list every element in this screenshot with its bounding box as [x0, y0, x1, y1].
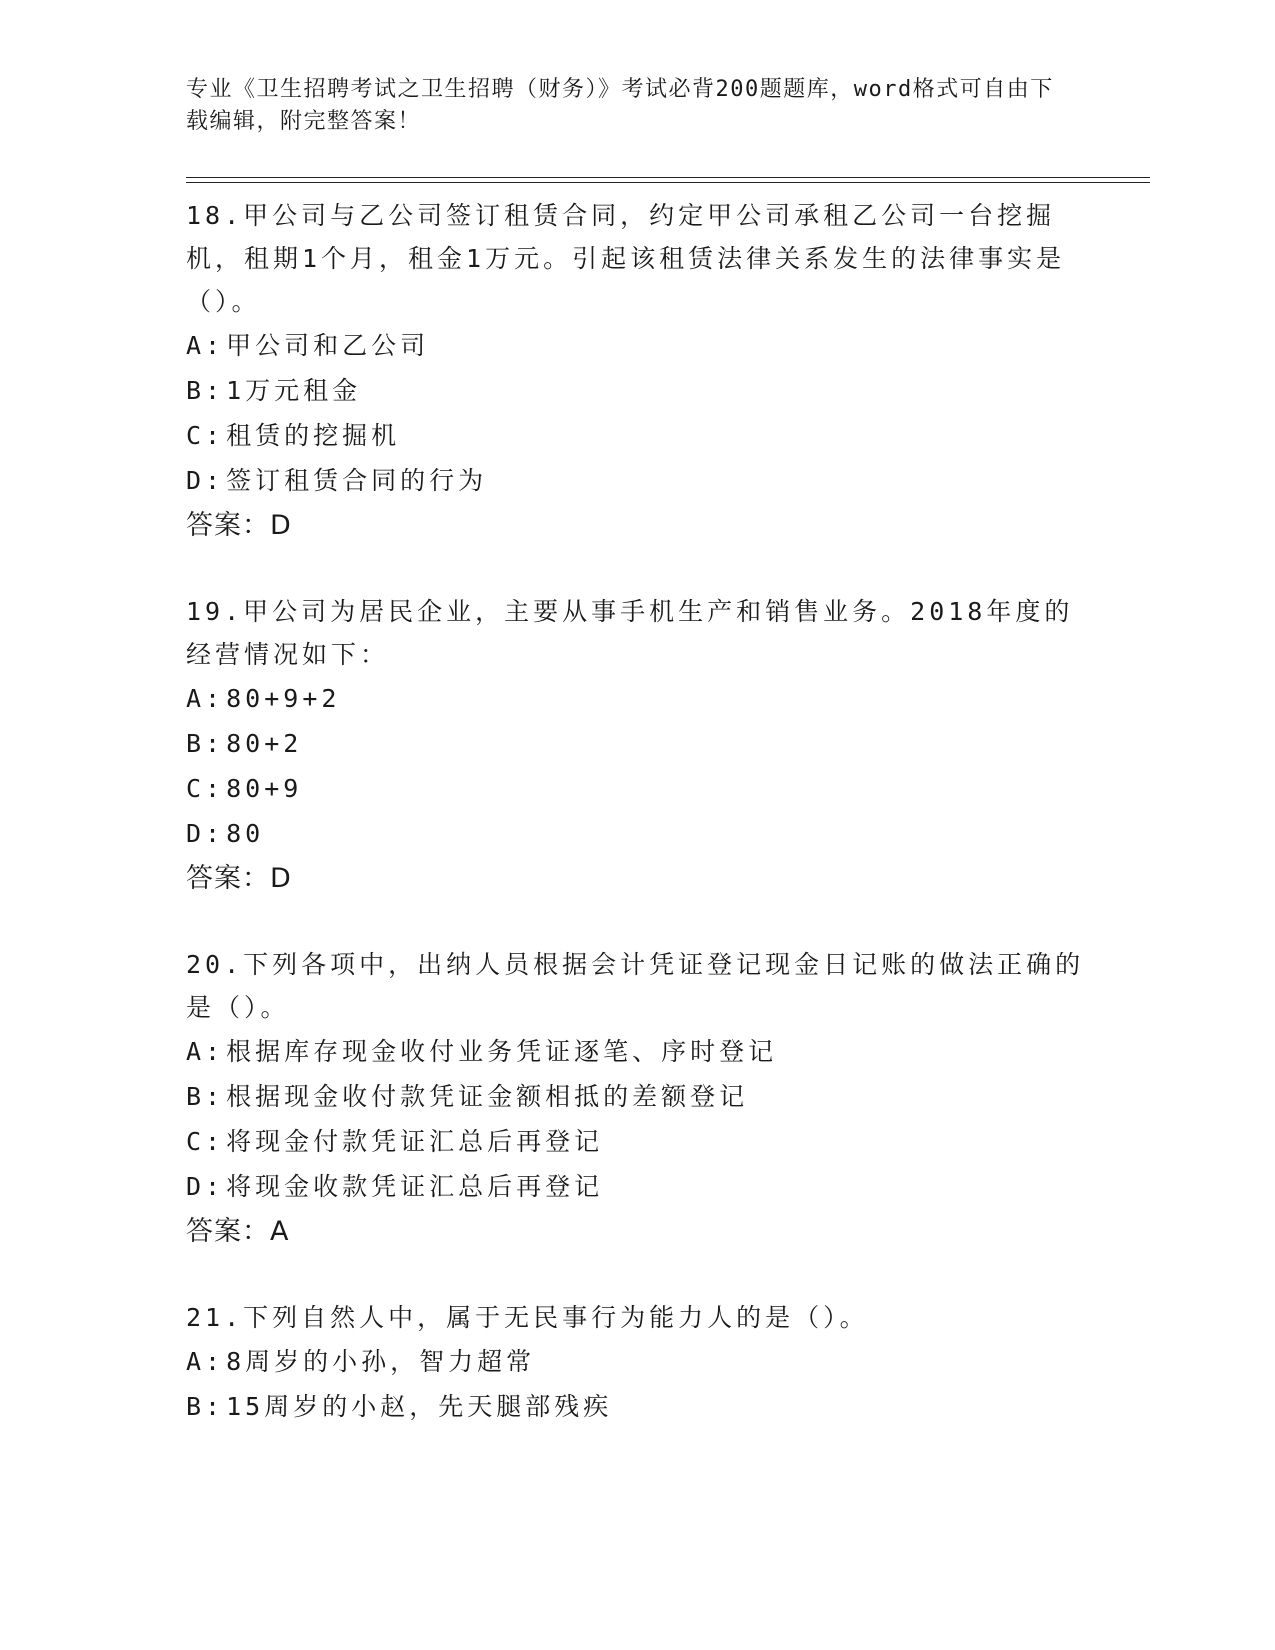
option-c — [186, 1119, 1086, 1164]
option-d — [186, 1164, 1086, 1209]
option-text: 80+9+2 — [226, 684, 341, 713]
option-c — [186, 413, 1086, 458]
option-text: 8周岁的小孙，智力超常 — [226, 1347, 536, 1376]
answer-label: 答案：D — [186, 510, 292, 541]
option-b — [186, 1074, 1086, 1119]
question-stem: 21.下列自然人中，属于无民事行为能力人的是（）。 — [186, 1303, 869, 1332]
option-text: 甲公司和乙公司 — [226, 331, 430, 360]
option-text: 签订租赁合同的行为 — [226, 466, 488, 495]
option-key: B: — [186, 376, 225, 405]
option-a — [186, 323, 1086, 368]
option-d — [186, 811, 1086, 856]
question-stem: 18.甲公司与乙公司签订租赁合同，约定甲公司承租乙公司一台挖掘机，租期1个月，租金1万元。引起该租赁法律关系发生的法律事实是（）。 — [186, 201, 1066, 316]
option-b — [186, 1384, 1086, 1429]
option-b — [186, 368, 1086, 413]
option-a — [186, 1339, 1086, 1384]
question-19 — [186, 590, 1086, 901]
header-rule-top — [186, 177, 1150, 178]
header-rule-bottom — [186, 182, 1150, 183]
option-key: A: — [186, 1037, 225, 1066]
question-stem: 20.下列各项中，出纳人员根据会计凭证登记现金日记账的做法正确的是（）。 — [186, 950, 1085, 1022]
option-text: 将现金付款凭证汇总后再登记 — [226, 1127, 604, 1156]
document-header: 专业《卫生招聘考试之卫生招聘（财务）》考试必背200题题库，word格式可自由下载编辑，附完整答案！ — [186, 77, 1054, 134]
option-d — [186, 458, 1086, 503]
option-text: 根据库存现金收付业务凭证逐笔、序时登记 — [226, 1037, 778, 1066]
option-text: 80 — [226, 819, 265, 848]
option-key: A: — [186, 684, 225, 713]
option-text: 将现金收款凭证汇总后再登记 — [226, 1172, 604, 1201]
option-text: 80+9 — [226, 774, 303, 803]
option-key: A: — [186, 331, 225, 360]
question-stem: 19.甲公司为居民企业，主要从事手机生产和销售业务。2018年度的经营情况如下： — [186, 597, 1074, 669]
question-list — [186, 194, 1086, 1471]
option-text: 根据现金收付款凭证金额相抵的差额登记 — [226, 1082, 749, 1111]
option-key: C: — [186, 421, 225, 450]
option-text: 租赁的挖掘机 — [226, 421, 401, 450]
option-key: C: — [186, 1127, 225, 1156]
option-b — [186, 721, 1086, 766]
answer-label: 答案：D — [186, 863, 292, 894]
option-key: D: — [186, 1172, 225, 1201]
option-key: D: — [186, 819, 225, 848]
option-key: A: — [186, 1347, 225, 1376]
option-text: 15周岁的小赵，先天腿部残疾 — [226, 1392, 613, 1421]
question-21 — [186, 1296, 1086, 1429]
option-a — [186, 1029, 1086, 1074]
option-c — [186, 766, 1086, 811]
option-key: B: — [186, 729, 225, 758]
question-18 — [186, 194, 1086, 548]
option-key: C: — [186, 774, 225, 803]
option-key: D: — [186, 466, 225, 495]
option-a — [186, 676, 1086, 721]
answer-label: 答案：A — [186, 1216, 290, 1247]
option-text: 80+2 — [226, 729, 303, 758]
option-text: 1万元租金 — [226, 376, 362, 405]
option-key: B: — [186, 1392, 225, 1421]
question-20 — [186, 943, 1086, 1254]
option-key: B: — [186, 1082, 225, 1111]
